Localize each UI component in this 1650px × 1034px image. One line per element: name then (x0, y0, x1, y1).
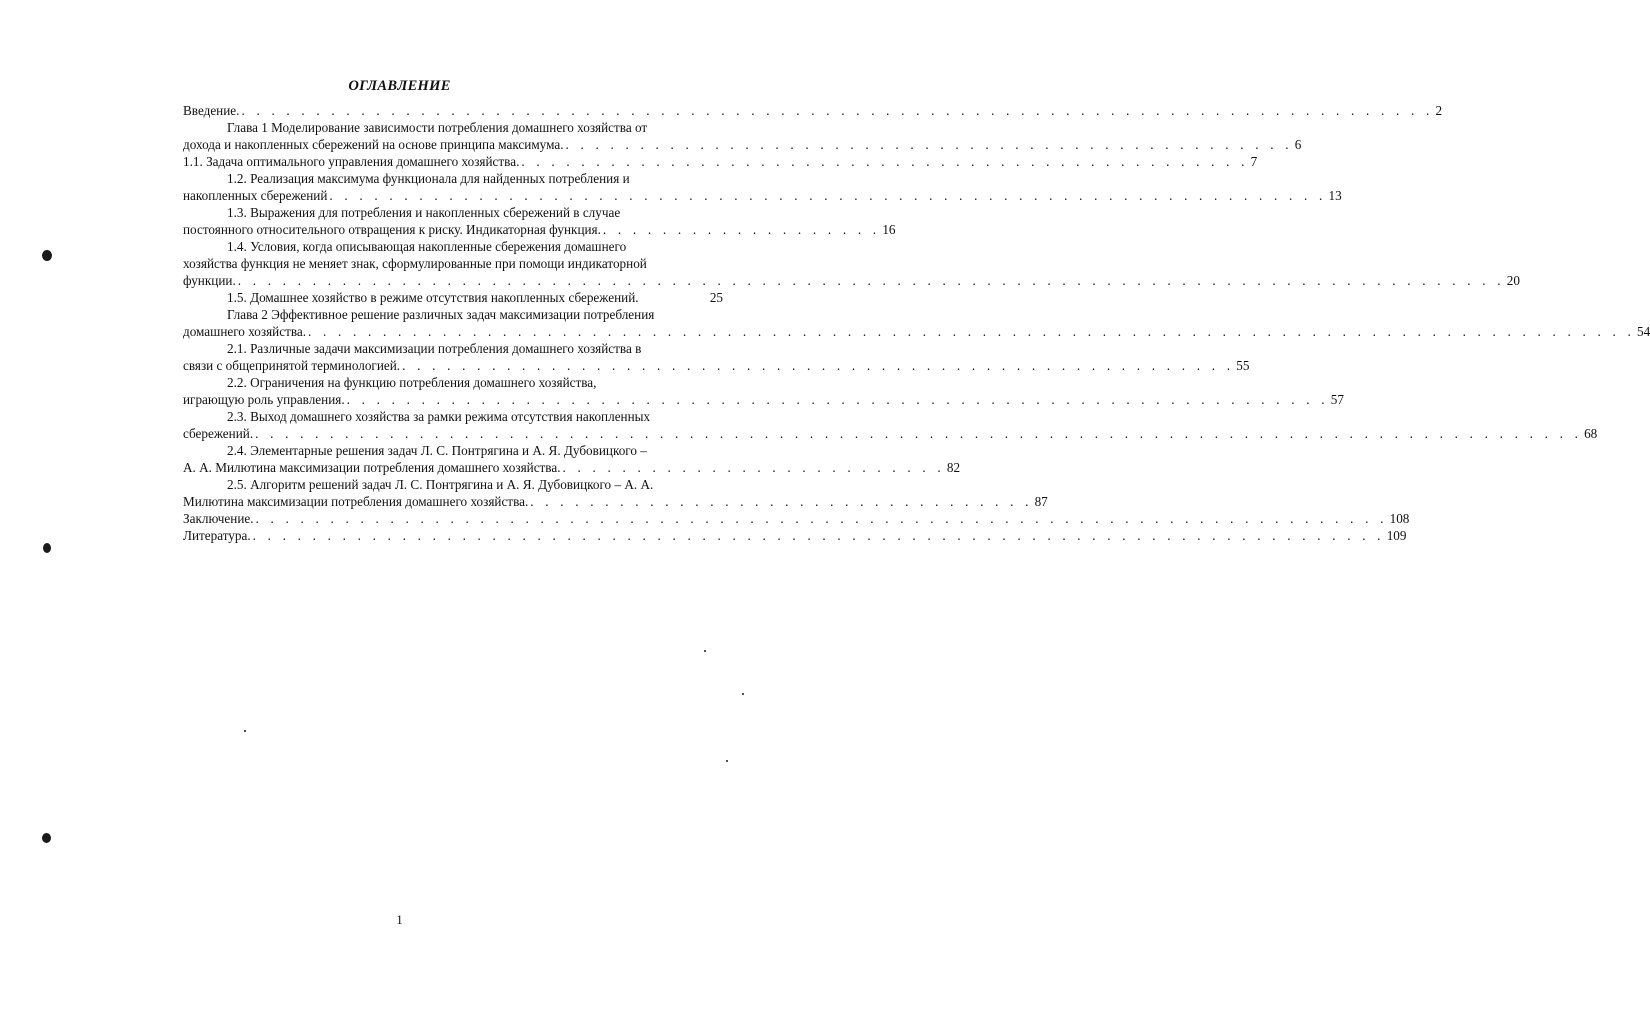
toc-page-number: 2 (1435, 103, 1443, 118)
leader-dots: . . . . . . . . . . . . . . . . . . . . . . . . . . . . . . . . . . . . . . . . . . . . . . . . . . . . . . . . . . . . . . . . . . . . . . . . . . . . . . . . (241, 103, 1434, 118)
scan-speck (42, 250, 52, 261)
toc-entry-label: дохода и накопленных сбережений на основе принципа максимума. (183, 137, 564, 152)
toc-page-number: 7 (1250, 154, 1258, 169)
scan-speck (704, 650, 706, 652)
toc-entry-label: Милютина максимизации потребления домашнего хозяйства. (183, 494, 529, 509)
leader-dots: . . . . . . . . . . . . . . . . . . . . . . . . . . . . . . . . . . . . . . . . . . . . . . . . . (521, 154, 1249, 169)
toc-page-number: 82 (946, 460, 961, 475)
toc-page-number: 109 (1386, 528, 1407, 543)
leader-dots: . . . . . . . . . . . . . . . . . . . . . . . . . . . . . . . . . . . . . . . . . . . . . . . . . . . . . . . . . . . . . . . . . . . . . . . . . . . . . . . . . . . . . . . . . (308, 324, 1635, 339)
toc-entry-label: Литература. (183, 528, 251, 543)
leader-dots: . . . . . . . . . . . . . . . . . . . . . . . . . . . . . . . . . . (530, 494, 1033, 509)
leader-dots: . . . . . . . . . . . . . . . . . . . . . . . . . . . . . . . . . . . . . . . . . . . . . . . . . . . . . . . . (402, 358, 1235, 373)
toc-entry-label: домашнего хозяйства. (183, 324, 307, 339)
toc-entry-2-2 (183, 374, 1344, 408)
toc-page-number: 13 (1328, 188, 1342, 203)
leader-dots: . . . . . . . . . . . . . . . . . . . (602, 222, 881, 237)
toc-entry-1-4 (183, 238, 1520, 289)
leader-dots: . . . . . . . . . . . . . . . . . . . . . . . . . . . . . . . . . . . . . . . . . . . . . . . . . . . . . . . . . . . . . . . . . . . . . . . . . . . . (255, 511, 1388, 526)
toc-entry-label: функции. (183, 273, 236, 288)
toc-page-number: 87 (1034, 494, 1048, 509)
toc-entry-text: 2.4. Элементарные решения задач Л. С. Понтрягина и А. Я. Дубовицкого – (227, 443, 647, 458)
toc-entry-label: 1.5. Домашнее хозяйство в режиме отсутствия накопленных сбережений. (227, 290, 639, 305)
toc-entry-label: связи с общепринятой терминологией. (183, 358, 401, 373)
page-number: 1 (396, 912, 403, 927)
toc-entry-literature (183, 527, 1407, 544)
table-of-contents (183, 102, 1650, 544)
scan-speck (43, 543, 51, 553)
scan-speck (742, 693, 744, 695)
toc-page-number: 6 (1294, 137, 1302, 152)
toc-entry-1-3 (183, 204, 896, 238)
scan-speck (42, 833, 51, 843)
toc-entry-text: Глава 2 Эффективное решение различных задач максимизации потребления (227, 307, 655, 322)
toc-entry-text: 2.1. Различные задачи максимизации потребления домашнего хозяйства в (227, 341, 642, 356)
toc-entry-text: 2.2. Ограничения на функцию потребления домашнего хозяйства, (227, 375, 597, 390)
toc-page-number: 54 (1637, 324, 1650, 339)
toc-entry-label: постоянного относительного отвращения к риску. Индикаторная функция. (183, 222, 601, 237)
toc-entry-2-3 (183, 408, 1598, 442)
scan-speck (726, 760, 728, 762)
toc-entry-2-4 (183, 442, 961, 476)
leader-dots: . . . . . . . . . . . . . . . . . . . . . . . . . . . . . . . . . . . . . . . . . . . . . . . . . . . . . . . . . . . . . . . . . . . (329, 188, 1327, 203)
toc-entry-label: А. А. Милютина максимизации потребления домашнего хозяйства. (183, 460, 561, 475)
toc-entry-text: 2.3. Выход домашнего хозяйства за рамки режима отсутствия накопленных (227, 409, 651, 424)
toc-entry-2-1 (183, 340, 1250, 374)
toc-entry-chapter-2 (183, 306, 1650, 340)
toc-entry-text: 1.4. Условия, когда описывающая накопленные сбережения домашнего (227, 239, 627, 254)
toc-entry-label: накопленных сбережений (183, 188, 328, 203)
toc-entry-label: Введение. (183, 103, 240, 118)
leader-dots: . . . . . . . . . . . . . . . . . . . . . . . . . . . . . . . . . . . . . . . . . . . . . . . . . . . . . . . . . . . . . . . . . . (346, 392, 1329, 407)
leader-dots: . . . . . . . . . . . . . . . . . . . . . . . . . . . . . . . . . . . . . . . . . . . . . . . . . . . . . . . . . . . . . . . . . . . . . . . . . . . . . . . . . . . . . . . . . (255, 426, 1583, 441)
toc-entry-text: 1.2. Реализация максимума функционала для найденных потребления и (227, 171, 630, 186)
toc-page-number: 20 (1506, 273, 1520, 288)
toc-page-number: 57 (1330, 392, 1344, 407)
scan-speck (244, 730, 246, 732)
toc-entry-text: Глава 1 Моделирование зависимости потребления домашнего хозяйства от (227, 120, 648, 135)
leader-dots: . . . . . . . . . . . . . . . . . . . . . . . . . . . . . . . . . . . . . . . . . . . . . . . . . . . . . . . . . . . . . . . . . . . . . . . . . . . . (252, 528, 1385, 543)
toc-entry-1-1 (183, 153, 1258, 170)
toc-entry-chapter-1 (183, 119, 1302, 153)
toc-entry-text: 1.3. Выражения для потребления и накопленных сбережений в случае (227, 205, 621, 220)
toc-title: ОГЛАВЛЕНИЕ (348, 78, 451, 94)
toc-entry-text: хозяйства функция не меняет знак, сформулированные при помощи индикаторной (183, 256, 647, 271)
toc-entry-2-5 (183, 476, 1048, 510)
leader-dots: . . . . . . . . . . . . . . . . . . . . . . . . . . . . . . . . . . . . . . . . . . . . . . . . . (565, 137, 1293, 152)
toc-page-number: 108 (1389, 511, 1410, 526)
toc-entry-1-2 (183, 170, 1342, 204)
leader-dots: . . . . . . . . . . . . . . . . . . . . . . . . . . . . . . . . . . . . . . . . . . . . . . . . . . . . . . . . . . . . . . . . . . . . . . . . . . . . . . . . . . . . . (237, 273, 1505, 288)
toc-entry-1-5 (183, 289, 723, 306)
toc-page-number: 55 (1236, 358, 1250, 373)
toc-page-number: 68 (1584, 426, 1598, 441)
toc-entry-label: Заключение. (183, 511, 254, 526)
toc-entry-conclusion (183, 510, 1410, 527)
toc-entry-label: сбережений. (183, 426, 254, 441)
toc-page-number: 16 (882, 222, 896, 237)
toc-entry-introduction (183, 102, 1443, 119)
toc-entry-text: 2.5. Алгоритм решений задач Л. С. Понтрягина и А. Я. Дубовицкого – А. А. (227, 477, 654, 492)
toc-entry-label: 1.1. Задача оптимального управления домашнего хозяйства. (183, 154, 520, 169)
toc-entry-label: играющую роль управления. (183, 392, 345, 407)
toc-page-number: 25 (709, 290, 723, 305)
leader-dots: . . . . . . . . . . . . . . . . . . . . . . . . . . (562, 460, 945, 475)
